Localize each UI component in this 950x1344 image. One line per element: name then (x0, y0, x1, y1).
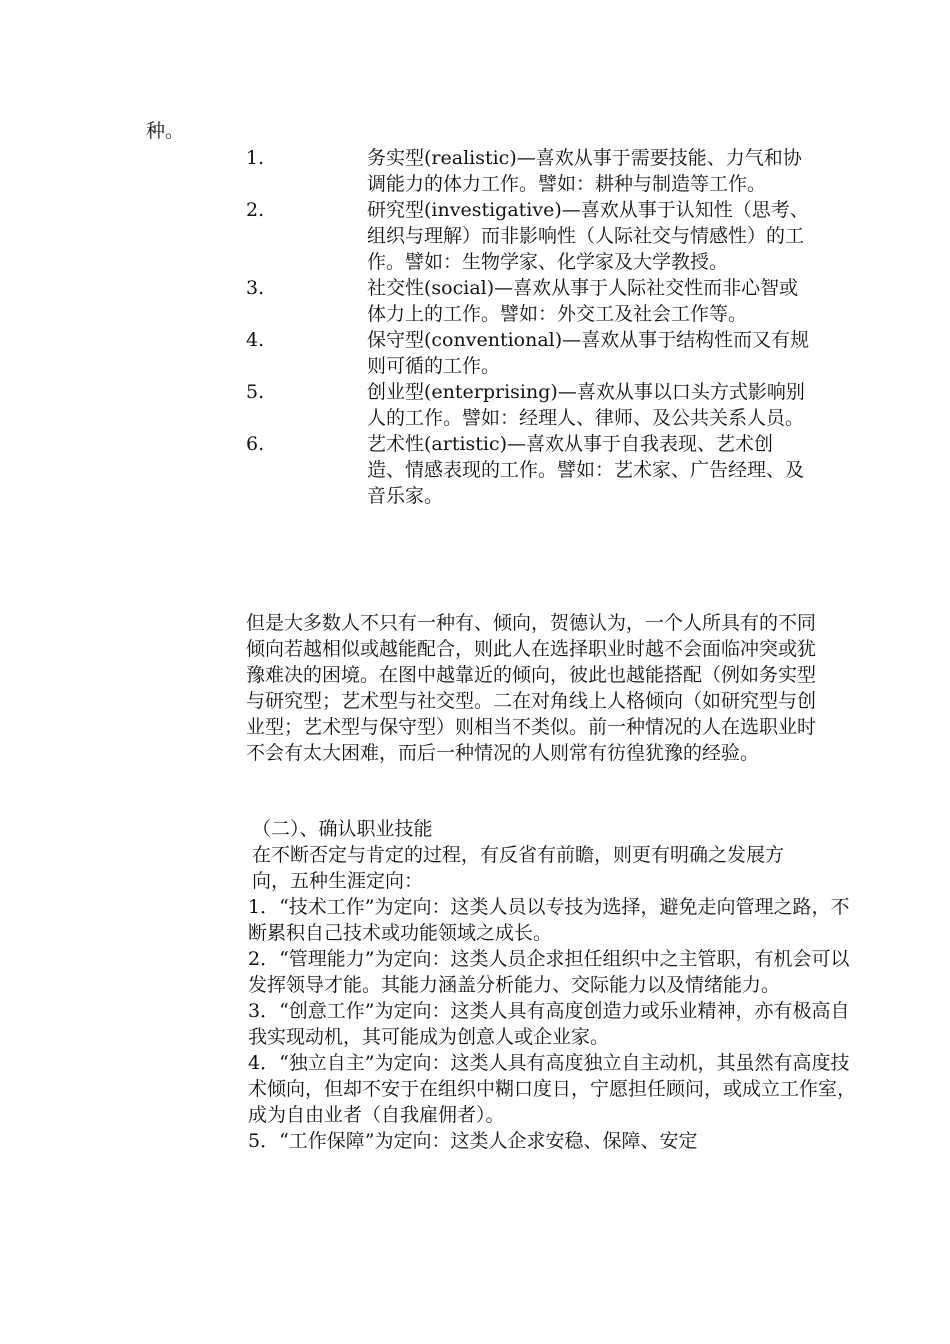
list-item-number: 5. (246, 381, 265, 403)
list-item-number: 2. (246, 199, 265, 221)
list-item-text: 艺术性(artistic)—喜欢从事于自我表现、艺术创造、情感表现的工作。譬如：艺术家、广告经理、及音乐家。 (367, 433, 805, 507)
list-item: 4．“独立自主”为定向：这类人具有高度独立自主动机，其虽然有高度技术倾向，但却不安于在组织中糊口度日，宁愿担任顾问，或成立工作室，成为自由业者（自我雇佣者）。 (248, 1052, 857, 1126)
career-anchors-list (248, 894, 858, 1154)
list-item-number: 3. (246, 277, 265, 299)
list-item-text: 研究型(investigative)—喜欢从事于认知性（思考、组织与理解）而非影响性（人际社交与情感性）的工作。譬如：生物学家、化学家及大学教授。 (367, 199, 809, 273)
list-item (246, 197, 816, 275)
holland-types-list (246, 145, 816, 509)
continued-text: 种。 (146, 120, 185, 142)
list-item (246, 145, 816, 197)
list-item-text: 创业型(enterprising)—喜欢从事以口头方式影响别人的工作。譬如：经理人、律师、及公共关系人员。 (367, 381, 805, 429)
list-item: 5．“工作保障”为定向：这类人企求安稳、保障、安定 (248, 1130, 698, 1152)
list-item-text: 社交性(social)—喜欢从事于人际社交性而非心智或体力上的工作。譬如：外交工及社会工作等。 (367, 277, 799, 325)
list-item-text: 务实型(realistic)—喜欢从事于需要技能、力气和协调能力的体力工作。譬如：耕种与制造等工作。 (367, 147, 802, 195)
list-item-number: 6. (246, 433, 265, 455)
list-item-number: 4. (246, 329, 265, 351)
list-item-number: 1. (246, 147, 265, 169)
list-item (246, 379, 816, 431)
list-item-text: 保守型(conventional)—喜欢从事于结构性而又有规则可循的工作。 (367, 329, 810, 377)
list-item: 1．“技术工作”为定向：这类人员以专技为选择，避免走向管理之路，不断累积自己技术或功能领域之成长。 (248, 896, 850, 944)
list-item: 2．“管理能力”为定向：这类人员企求担任组织中之主管职，有机会可以发挥领导才能。其能力涵盖分析能力、交际能力以及情绪能力。 (248, 948, 850, 996)
summary-text: 但是大多数人不只有一种有、倾向，贺德认为，一个人所具有的不同倾向若越相似或越能配合，则此人在选择职业时越不会面临冲突或犹豫难决的困境。在图中越靠近的倾向，彼此也越能搭配（例如务实型与研究型；艺术型与社交型。二在对角线上人格倾向（如研究型与创业型；艺术型与保守型）则相当不类似。前一种情况的人在选职业时不会有太大困难，而后一种情况的人则常有彷徨犹豫的经验。 (246, 612, 817, 764)
list-item: 3．“创意工作”为定向：这类人具有高度创造力或乐业精神，亦有极高自我实现动机，其可能成为创意人或企业家。 (248, 1000, 850, 1048)
summary-paragraph (246, 610, 816, 766)
list-item (246, 431, 816, 509)
list-item (246, 275, 816, 327)
list-item (246, 327, 816, 379)
intro-paragraph: 在不断否定与肯定的过程，有反省有前瞻，则更有明确之发展方向，五种生涯定向： (252, 844, 785, 892)
section-heading: （二）、确认职业技能 (252, 818, 433, 840)
